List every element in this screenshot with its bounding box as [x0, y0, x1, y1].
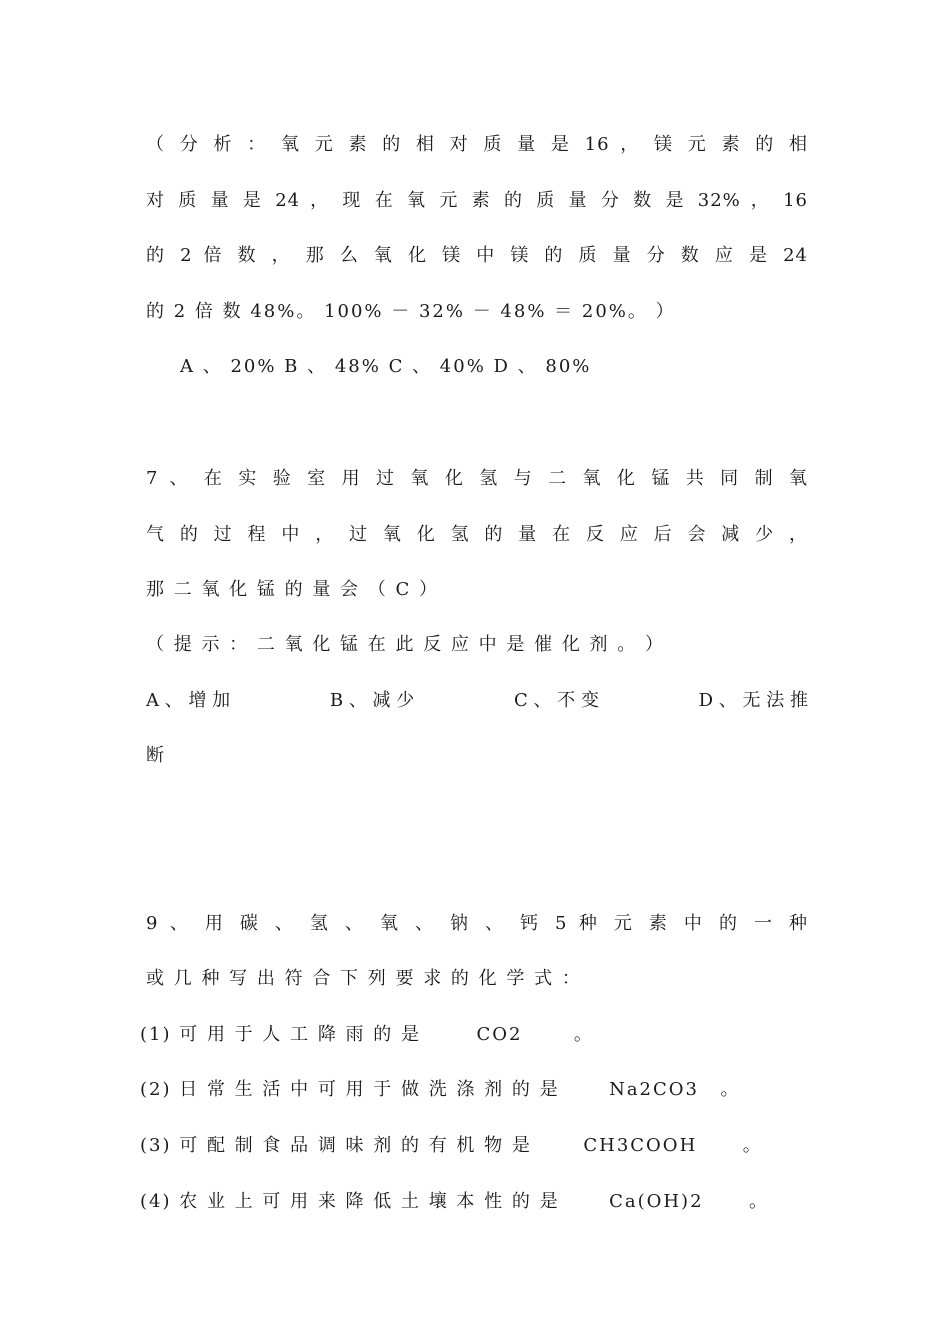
q9-item-1-answer: CO2: [476, 1024, 523, 1045]
q9-item-3: [140, 1133, 800, 1159]
q9-item-1: [140, 1022, 740, 1048]
q6-analysis-line-4: 的 2 倍 数 48%。 100% － 32% － 48% ＝ 20%。 ）: [146, 301, 676, 322]
q7-option-b: B 、 减 少: [329, 690, 415, 711]
q7-option-a: A 、 增 加: [146, 690, 231, 711]
q7-line-2: 气 的 过 程 中 ， 过 氧 化 氢 的 量 在 反 应 后 会 减 少 ，: [146, 524, 808, 545]
q7-option-d: D 、 无 法 推: [698, 690, 808, 711]
q7-option-d-wrap: 断: [146, 745, 166, 766]
q9-item-2-end: 。: [720, 1079, 741, 1100]
q6-analysis-line-2: 对 质 量 是 24 ， 现 在 氧 元 素 的 质 量 分 数 是 32% ， 16: [146, 190, 808, 211]
q9-item-4: [140, 1189, 810, 1215]
q9-item-3-prompt: (3) 可 配 制 食 品 调 味 剂 的 有 机 物 是: [140, 1135, 532, 1156]
q7-line-1: 7 、 在 实 验 室 用 过 氧 化 氢 与 二 氧 化 锰 共 同 制 氧: [146, 468, 808, 489]
q9-item-1-end: 。: [573, 1024, 594, 1045]
q9-item-2-answer: Na2CO3: [609, 1079, 699, 1100]
q9-line-2: 或 几 种 写 出 符 合 下 列 要 求 的 化 学 式 ：: [146, 968, 582, 989]
q6-options: A 、 20% B 、 48% C 、 40% D 、 80%: [180, 356, 592, 377]
q7-hint: （ 提 示 ： 二 氧 化 锰 在 此 反 应 中 是 催 化 剂 。 ）: [146, 634, 665, 655]
q7-line-3: 那 二 氧 化 锰 的 量 会 （ C ）: [146, 579, 439, 600]
q9-line-1: 9 、 用 碳 、 氢 、 氧 、 钠 、 钙 5 种 元 素 中 的 一 种: [146, 913, 808, 934]
q6-analysis-line-3: 的 2 倍 数 ， 那 么 氧 化 镁 中 镁 的 质 量 分 数 应 是 24: [146, 245, 808, 266]
q9-item-4-answer: Ca(OH)2: [609, 1191, 704, 1212]
q6-analysis-line-1: （ 分 析 ： 氧 元 素 的 相 对 质 量 是 16 ， 镁 元 素 的 相: [146, 134, 808, 155]
q9-item-1-prompt: (1) 可 用 于 人 工 降 雨 的 是: [140, 1024, 421, 1045]
q9-item-4-end: 。: [749, 1191, 770, 1212]
q9-item-3-answer: CH3COOH: [583, 1135, 698, 1156]
q9-item-2-prompt: (2) 日 常 生 活 中 可 用 于 做 洗 涤 剂 的 是: [140, 1079, 560, 1100]
q9-item-3-end: 。: [742, 1135, 763, 1156]
q9-item-2: [140, 1077, 800, 1103]
q7-option-c: C 、 不 变: [514, 690, 599, 711]
q7-options: [146, 688, 808, 714]
q9-item-4-prompt: (4) 农 业 上 可 用 来 降 低 土 壤 本 性 的 是: [140, 1191, 560, 1212]
